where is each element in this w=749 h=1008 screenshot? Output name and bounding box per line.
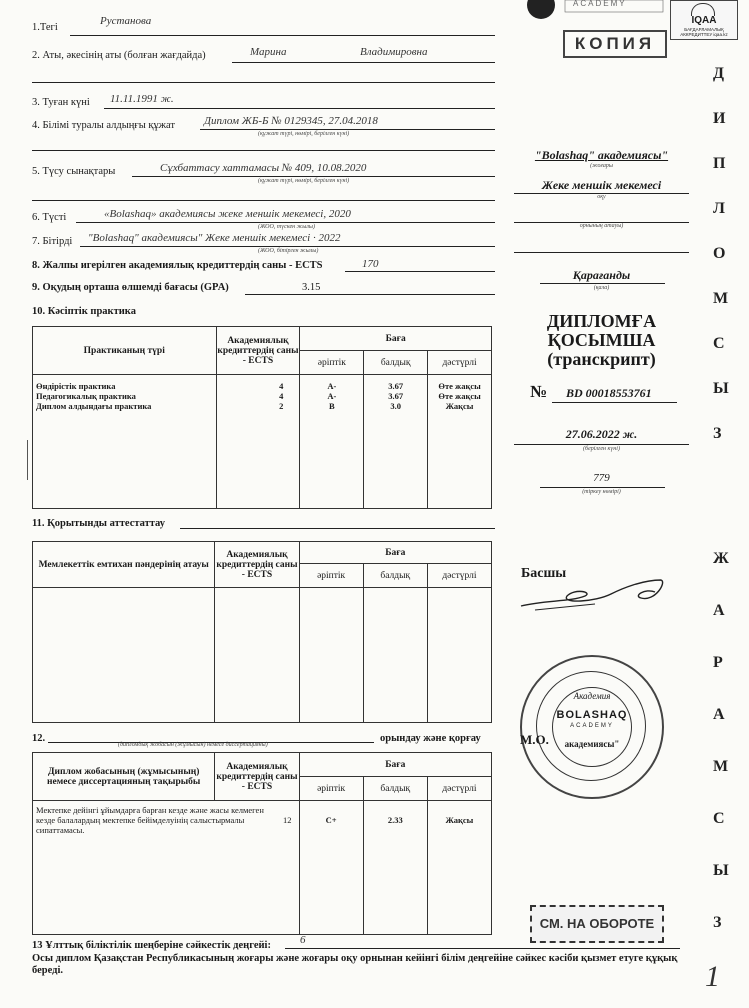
entrance-label: 5. Түсу сынақтары	[32, 166, 116, 177]
practice-letters: A- A- B	[300, 375, 364, 509]
seal-text-2: академиясы"	[564, 739, 620, 749]
iqaa-badge	[670, 0, 738, 40]
city-hint: (қала)	[593, 285, 610, 291]
vertical-letter: З	[713, 914, 722, 931]
reg-hint: (тіркеу нөмірі)	[582, 489, 621, 495]
entered-label: 6. Түсті	[32, 212, 67, 223]
gpa-label: 9. Оқудың орташа өлшемді бағасы (GPA)	[32, 282, 229, 293]
owner-type: Жеке меншік мекемесі	[541, 178, 662, 192]
thesis-defense-label: орындау және қорғау	[380, 733, 481, 744]
vertical-letter: Ы	[713, 380, 729, 397]
credits-label: 8. Жалпы игерілген академиялық кредиттердің саны - ECTS	[32, 260, 323, 271]
practice-points-header: балдық	[364, 351, 428, 375]
page-number: 1	[705, 960, 720, 993]
gpa-value: 3.15	[302, 282, 321, 293]
binding-mark	[27, 440, 31, 480]
vertical-letter: Л	[713, 200, 725, 217]
nqf-value: 6	[300, 934, 306, 946]
thesis-topic: Мектепке дейінгі ұйымдарға барған кезде және жасы келмеген кезде балалардың мектепке бейімделуінің салыстырмалы сипаттамасы.	[36, 805, 264, 835]
patronymic-value: Владимировна	[360, 46, 428, 58]
thesis-points: 2.33	[363, 801, 427, 935]
logo-text: ACADEMY	[573, 0, 627, 8]
thesis-section-label: 12.	[32, 733, 46, 744]
prev-doc-hint: (құжат түрі, нөмірі, берілген күні)	[258, 131, 350, 137]
stamp-place-label: М.О.	[520, 732, 549, 747]
iqaa-subtitle: БАҒДАРЛАМАЛЫҚ АККРЕДИТТЕУ iqaa.kz	[680, 27, 728, 37]
exam-letter-header: әріптік	[299, 564, 363, 588]
exam-grade-header: Баға	[299, 542, 491, 564]
thesis-credits-header: Академиялық кредиттердің саны - ECTS	[215, 753, 299, 801]
practice-table	[32, 326, 492, 509]
state-exam-table	[32, 541, 492, 723]
see-back-stamp	[530, 905, 664, 943]
doc-title	[514, 312, 689, 369]
vertical-letter: П	[713, 155, 726, 172]
vertical-letter: Ы	[713, 862, 729, 879]
copy-stamp-text: КОПИЯ	[574, 34, 656, 53]
vertical-letter: Р	[713, 654, 723, 671]
vertical-letter: Ж	[713, 550, 729, 567]
issue-hint: (берілген күні)	[583, 446, 620, 452]
nqf-label: 13 Ұлттық біліктілік шеңберіне сәйкестік деңгейі:	[32, 940, 271, 951]
entrance-hint: (құжат түрі, нөмірі, берілген күні)	[258, 178, 350, 184]
seal-brand: BOLASHAQ	[556, 709, 628, 721]
exam-trad-header: дәстүрлі	[427, 564, 491, 588]
exam-name-header: Мемлекеттік емтихан пәндерінің атауы	[33, 542, 215, 588]
doc-title-line1: ДИПЛОМҒА	[546, 311, 657, 331]
practice-credits: 4 4 2	[216, 375, 300, 509]
thesis-topic-header: Диплом жобасының (жұмысының) немесе диссертацияның тақырыбы	[33, 753, 215, 801]
exam-credits-header: Академиялық кредиттердің саны - ECTS	[215, 542, 299, 588]
practice-trads: Өте жақсы Өте жақсы Жақсы	[428, 375, 492, 509]
iqaa-title: IQAA	[691, 15, 717, 26]
final-attestation-label: 11. Қорытынды аттестаттау	[32, 518, 166, 529]
thesis-trad-header: дәстүрлі	[427, 777, 491, 801]
thesis-table	[32, 752, 492, 935]
vertical-letter: М	[713, 290, 729, 307]
thesis-credits: 12	[283, 815, 292, 825]
graduated-label: 7. Бітірді	[32, 236, 73, 247]
institution-hint: (жоғары	[590, 163, 613, 169]
thesis-letter-header: әріптік	[299, 777, 363, 801]
entered-hint: (ЖОО, түскен жылы)	[258, 224, 315, 230]
city-value: Қарағанды	[572, 268, 631, 282]
practice-grade-header: Баға	[300, 327, 492, 351]
seal-text-1: Академия	[573, 691, 611, 701]
exam-empty-row	[33, 588, 492, 723]
entered-value: «Bolashaq» академиясы жеке меншік мекемесі, 2020	[104, 208, 351, 220]
credits-value: 170	[362, 258, 379, 270]
number-sign: №	[530, 382, 548, 401]
vertical-letter: А	[713, 706, 725, 723]
birthdate-value: 11.11.1991 ж.	[110, 93, 174, 105]
thesis-hint: (дипломдық жобасын (жұмысын) немесе диссертацияны)	[118, 742, 268, 748]
practice-names: Өндірістік практика Педагогикалық практика Диплом алдындағы практика	[33, 375, 217, 509]
vertical-letter: З	[713, 425, 722, 442]
surname-value: Рустанова	[100, 15, 152, 27]
first-name-value: Марина	[250, 46, 287, 58]
seal-academy: ACADEMY	[570, 723, 614, 729]
name-label: 2. Аты, әкесінің аты (болған жағдайда)	[32, 50, 206, 61]
surname-label: 1.Тегі	[32, 22, 58, 33]
vertical-letter: С	[713, 810, 725, 827]
issue-date: 27.06.2022 ж.	[565, 427, 638, 441]
thesis-grade-header: Баға	[299, 753, 491, 777]
copy-stamp	[563, 30, 667, 58]
exam-points-header: балдық	[363, 564, 427, 588]
practice-credits-header: Академиялық кредиттердің саны - ECTS	[216, 327, 300, 375]
vertical-letter: О	[713, 245, 726, 262]
vertical-letter: А	[713, 602, 725, 619]
owner-hint: оқу	[597, 194, 606, 200]
place-hint: орнының атауы)	[579, 223, 624, 229]
thesis-points-header: балдық	[363, 777, 427, 801]
see-back-text: СМ. НА ОБОРОТЕ	[539, 916, 655, 931]
practice-label: 10. Кәсіптік практика	[32, 306, 136, 317]
prev-doc-value: Диплом ЖБ-Б № 0129345, 27.04.2018	[204, 115, 378, 127]
academy-logo	[515, 0, 665, 26]
thesis-trad: Жақсы	[427, 801, 491, 935]
doc-title-line3: (транскрипт)	[547, 349, 656, 369]
thesis-letter: C+	[299, 801, 363, 935]
head-label: Басшы	[521, 566, 567, 581]
institution-name: "Bolashaq" академиясы"	[534, 148, 669, 162]
thesis-row	[33, 801, 300, 935]
birthdate-label: 3. Туған күні	[32, 97, 90, 108]
vertical-letter: С	[713, 335, 725, 352]
reg-number: 779	[593, 472, 610, 484]
vertical-letter: Д	[713, 65, 725, 82]
vertical-letter: И	[713, 110, 726, 127]
entrance-value: Сұхбаттасу хаттамасы № 409, 10.08.2020	[160, 162, 367, 174]
vertical-letter: М	[713, 758, 729, 775]
graduated-hint: (ЖОО, бітірген жылы)	[258, 248, 319, 254]
practice-trad-header: дәстүрлі	[428, 351, 492, 375]
diploma-number: BD 00018553761	[566, 386, 652, 400]
official-seal-icon	[520, 655, 664, 799]
prev-doc-label: 4. Білімі туралы алдыңғы құжат	[32, 120, 175, 131]
footer-note: Осы диплом Қазақстан Республикасының жоғары және жоғары оқу орнынан кейінгі білім деңгейіне сәйкес кәсіби қызмет етуге құқық береді.	[32, 953, 678, 976]
practice-letter-header: әріптік	[300, 351, 364, 375]
doc-title-line2: ҚОСЫМША	[547, 330, 656, 350]
graduated-value: "Bolashaq" академиясы" Жеке меншік мекемесі · 2022	[88, 232, 341, 244]
practice-type-header: Практиканың түрі	[33, 327, 217, 375]
practice-points: 3.67 3.67 3.0	[364, 375, 428, 509]
signature-icon	[515, 572, 675, 617]
